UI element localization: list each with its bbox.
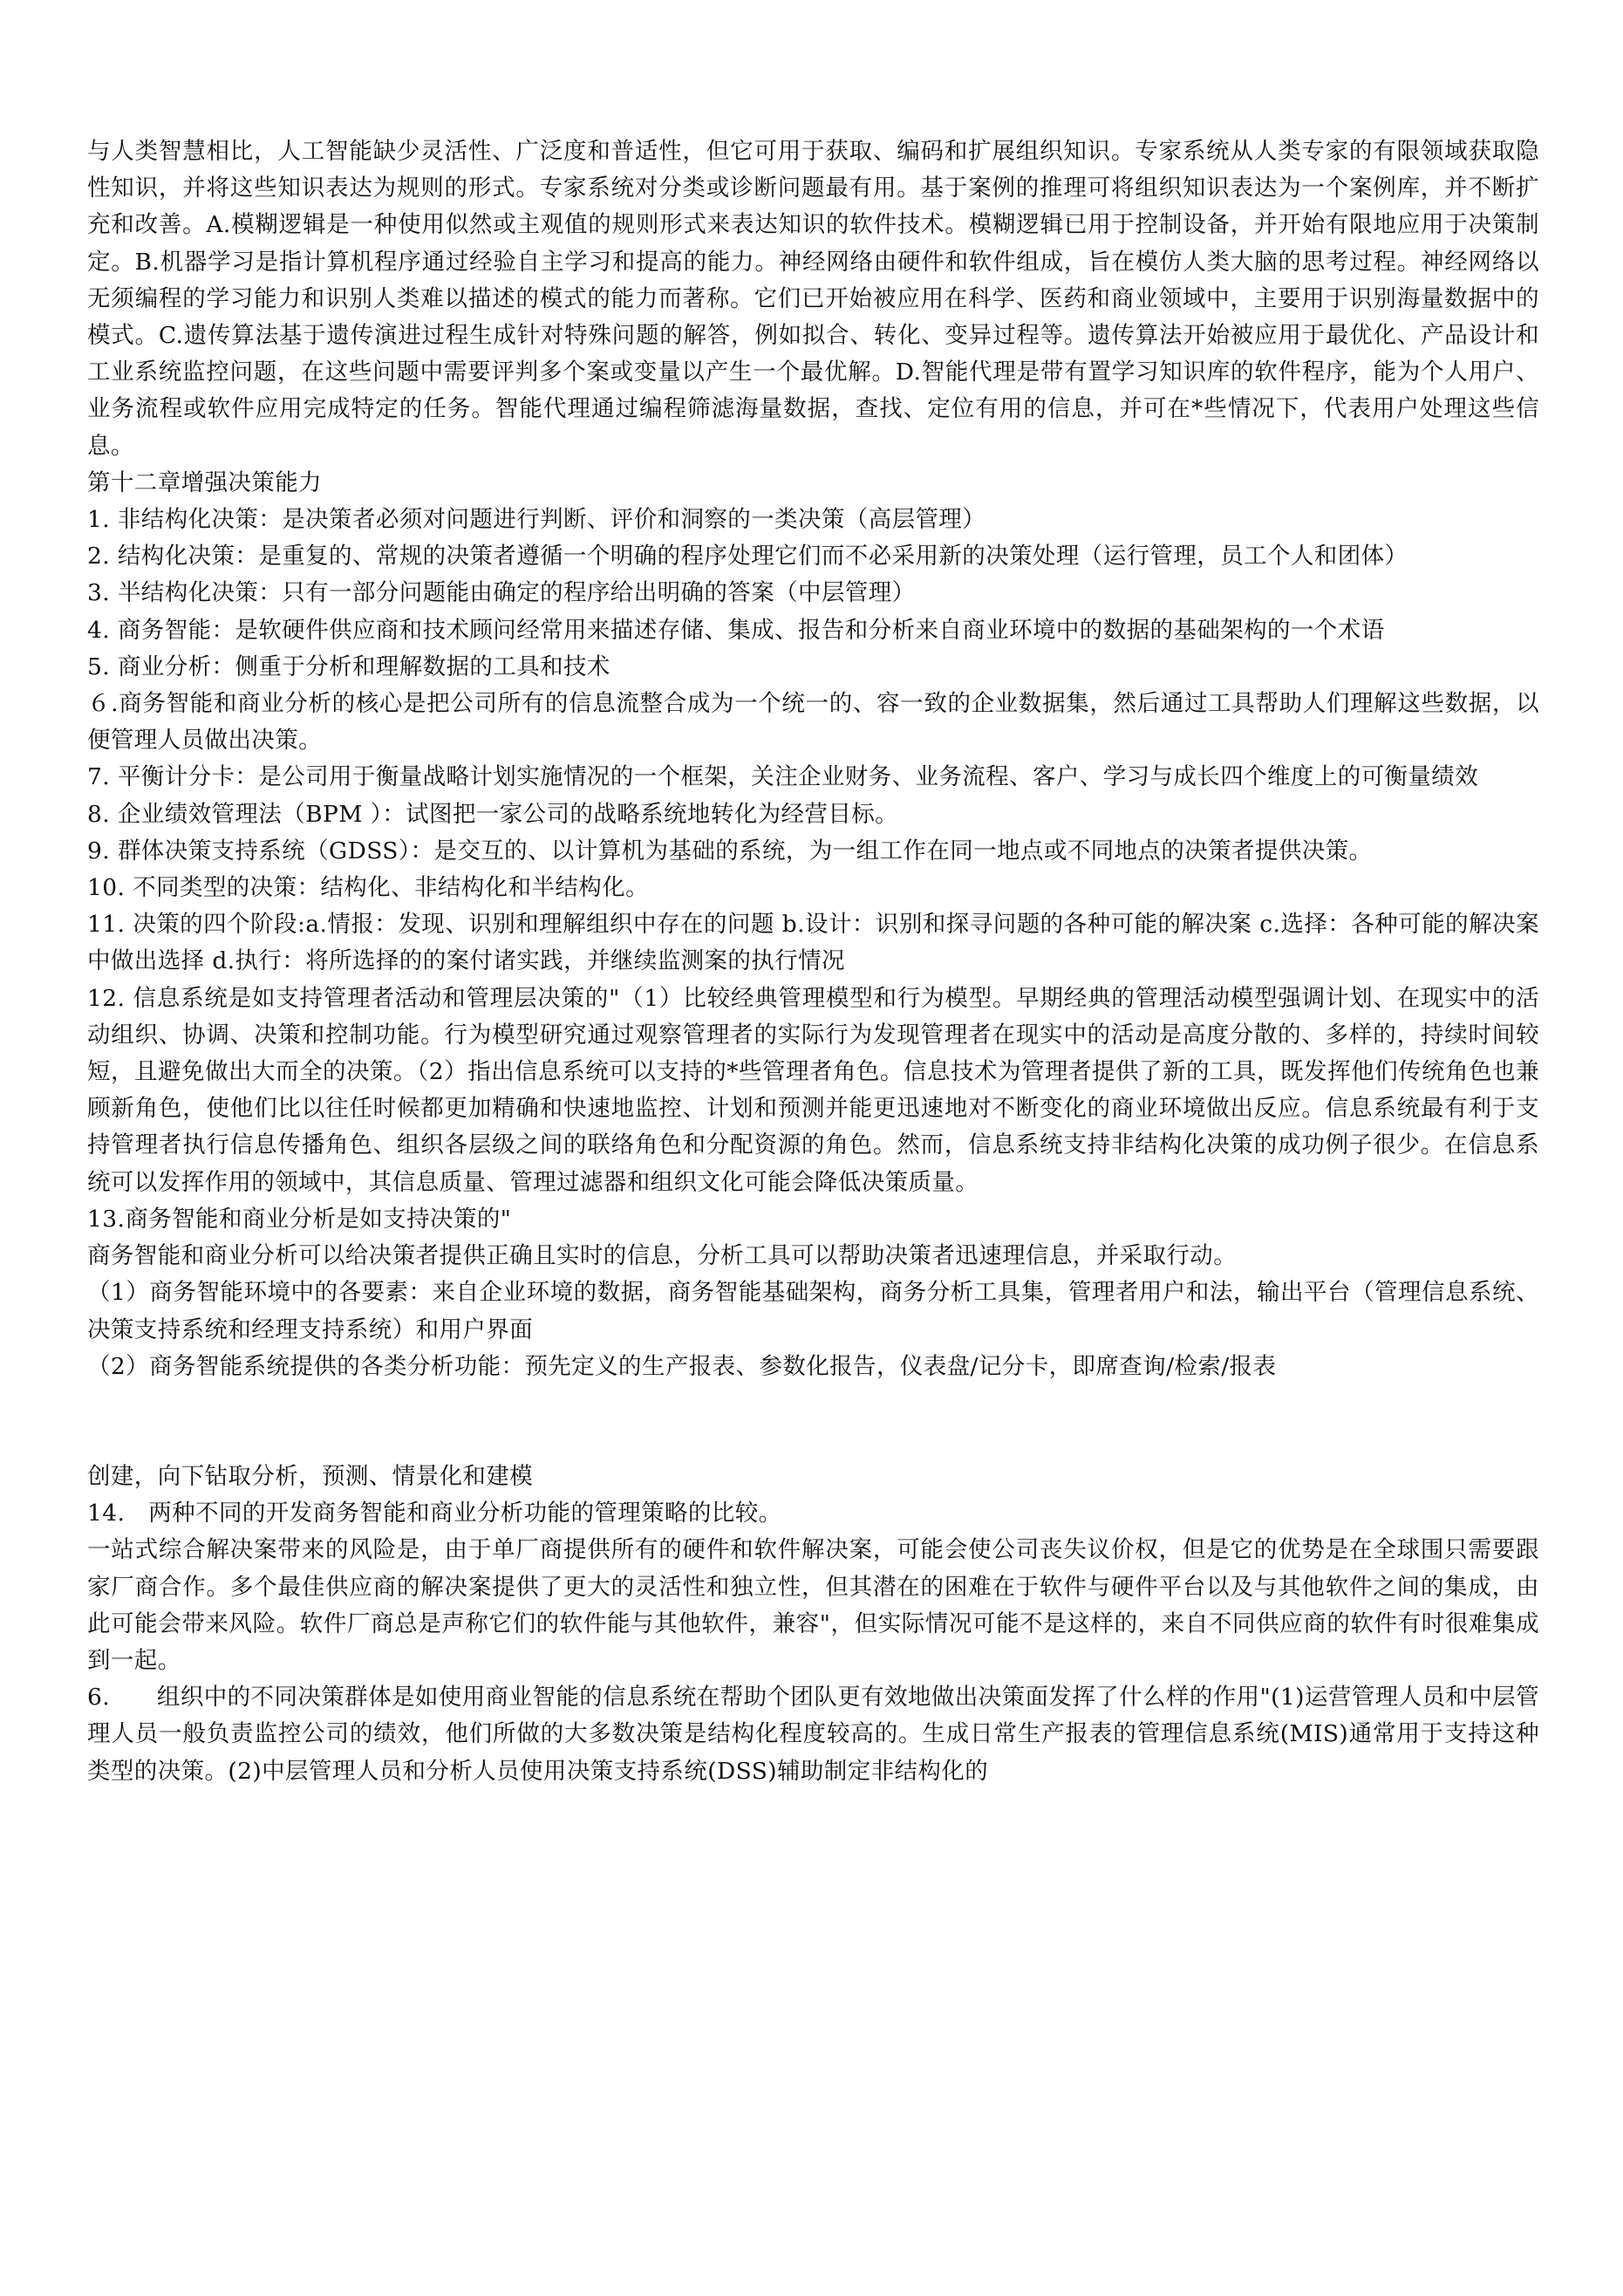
item-structured-decision: 2. 结构化决策：是重复的、常规的决策者遵循一个明确的程序处理它们而不必采用新的决策处理（运行管理，员工个人和团体）: [87, 543, 1408, 571]
item-bpm: 8. 企业绩效管理法（BPM ）：试图把一家公司的战略系统地转化为经营目标。: [87, 800, 899, 828]
paragraph-ai-overview: 与人类智慧相比，人工智能缺少灵活性、广泛度和普适性，但它可用于获取、编码和扩展组织知识。专家系统从人类专家的有限领域获取隐性知识，并将这些知识表达为规则的形式。专家系统对分类或诊断问题最有用。基于案例的推理可将组织知识表达为一个案例库，并不断扩充和改善。A.模糊逻辑是一种使用似然或主观值的规则形式来表达知识的软件技术。模糊逻辑已用于控制设备，并开始有限地应用于决策制定。B.机器学习是指计算机程序通过经验自主学习和提高的能力。神经网络由硬件和软件组成，旨在模仿人类大脑的思考过程。神经网络以无须编程的学习能力和识别人类难以描述的模式的能力而著称。它们已开始被应用在科学、医药和商业领域中，主要用于识别海量数据中的模式。C.遗传算法基于遗传演进过程生成针对特殊问题的解答，例如拟合、转化、变异过程等。遗传算法开始被应用于最优化、产品设计和工业系统监控问题，在这些问题中需要评判多个案或变量以产生一个最优解。D.智能代理是带有置学习知识库的软件程序，能为个人用户、业务流程或软件应用完成特定的任务。智能代理通过编程筛滤海量数据，查找、定位有用的信息，并可在*些情况下，代表用户处理这些信息。: [87, 138, 1539, 460]
item-is-support-managers: 12. 信息系统是如支持管理者活动和管理层决策的"（1）比较经典管理模型和行为模型。早期经典的管理活动模型强调计划、在现实中的活动组织、协调、决策和控制功能。行为模型研究通过观察管理者的实际行为发现管理者在现实中的活动是高度分散的、多样的，持续时间较短，且避免做出大而全的决策。（2）指出信息系统可以支持的*些管理者角色。信息技术为管理者提供了新的工具，既发挥他们传统角色也兼顾新角色，使他们比以往任时候都更加精确和快速地监控、计划和预测并能更迅速地对不断变化的商业环境做出反应。信息系统最有利于支持管理者执行信息传播角色、组织各层级之间的联络角色和分配资源的角色。然而，信息系统支持非结构化决策的成功例子很少。在信息系统可以发挥作用的领域中，其信息质量、管理过滤器和组织文化可能会降低决策质量。: [87, 984, 1539, 1196]
page-gap: [87, 1385, 1539, 1459]
item-business-intelligence: 4. 商务智能：是软硬件供应商和技术顾问经常用来描述存储、集成、报告和分析来自商业环境中的数据的基础架构的一个术语: [87, 616, 1385, 644]
paragraph-one-stop-solution: 一站式综合解决案带来的风险是，由于单厂商提供所有的硬件和软件解决案，可能会使公司丧失议价权，但是它的优势是在全球围只需要跟家厂商合作。多个最佳供应商的解决案提供了更大的灵活性和独立性，但其潜在的困难在于软件与硬件平台以及与其他软件之间的集成，由此可能会带来风险。软件厂商总是声称它们的软件能与其他软件，兼容"，但实际情况可能不是这样的，来自不同供应商的软件有时很难集成到一起。: [87, 1536, 1539, 1674]
item-decision-groups: 6. 组织中的不同决策群体是如使用商业智能的信息系统在帮助个团队更有效地做出决策面发挥了什么样的作用"(1)运营管理人员和中层管理人员一般负责监控公司的绩效，他们所做的大多数决策是结构化程度较高的。生成日常生产报表的管理信息系统(MIS)通常用于支持这种类型的决策。(2)中层管理人员和分析人员使用决策支持系统(DSS)辅助制定非结构化的: [87, 1684, 1539, 1785]
item-unstructured-decision: 1. 非结构化决策：是决策者必须对问题进行判断、评价和洞察的一类决策（高层管理）: [87, 506, 986, 534]
document-page: [87, 133, 1539, 1790]
item-balanced-scorecard: 7. 平衡计分卡：是公司用于衡量战略计划实施情况的一个框架，关注企业财务、业务流程、客户、学习与成长四个维度上的可衡量绩效: [87, 763, 1479, 791]
item-management-strategies: 14. 两种不同的开发商务智能和商业分析功能的管理策略的比较。: [87, 1500, 782, 1527]
paragraph-bi-elements: （1）商务智能环境中的各要素：来自企业环境的数据，商务智能基础架构，商务分析工具集，管理者用户和法，输出平台（管理信息系统、决策支持系统和经理支持系统）和用户界面: [87, 1279, 1539, 1343]
paragraph-bi-functions-continued: 创建，向下钻取分析，预测、情景化和建模: [87, 1462, 534, 1490]
item-bi-core: ６.商务智能和商业分析的核心是把公司所有的信息流整合成为一个统一的、容一致的企业数据集，然后通过工具帮助人们理解这些数据，以便管理人员做出决策。: [87, 690, 1539, 755]
paragraph-bi-realtime: 商务智能和商业分析可以给决策者提供正确且实时的信息，分析工具可以帮助决策者迅速理信息，并采取行动。: [87, 1242, 1238, 1270]
paragraph-bi-functions: （2）商务智能系统提供的各类分析功能：预先定义的生产报表、参数化报告，仪表盘/记分卡，即席查询/检索/报表: [87, 1352, 1277, 1380]
item-decision-stages: 11. 决策的四个阶段:a.情报：发现、识别和理解组织中存在的问题 b.设计：识别和探寻问题的各种可能的解决案 c.选择：各种可能的解决案中做出选择 d.执行：将所选择的的案付诸实践，并继续监测案的执行情况: [87, 911, 1539, 975]
chapter-title: 第十二章增强决策能力: [87, 468, 322, 496]
item-decision-types: 10. 不同类型的决策：结构化、非结构化和半结构化。: [87, 874, 649, 902]
item-semistructured-decision: 3. 半结构化决策：只有一部分问题能由确定的程序给出明确的答案（中层管理）: [87, 579, 916, 607]
item-business-analytics: 5. 商业分析：侧重于分析和理解数据的工具和技术: [87, 653, 610, 680]
item-bi-support-decisions: 13.商务智能和商业分析是如支持决策的": [87, 1205, 512, 1233]
item-gdss: 9. 群体决策支持系统（GDSS）：是交互的、以计算机为基础的系统，为一组工作在同一地点或不同地点的决策者提供决策。: [87, 837, 1373, 864]
